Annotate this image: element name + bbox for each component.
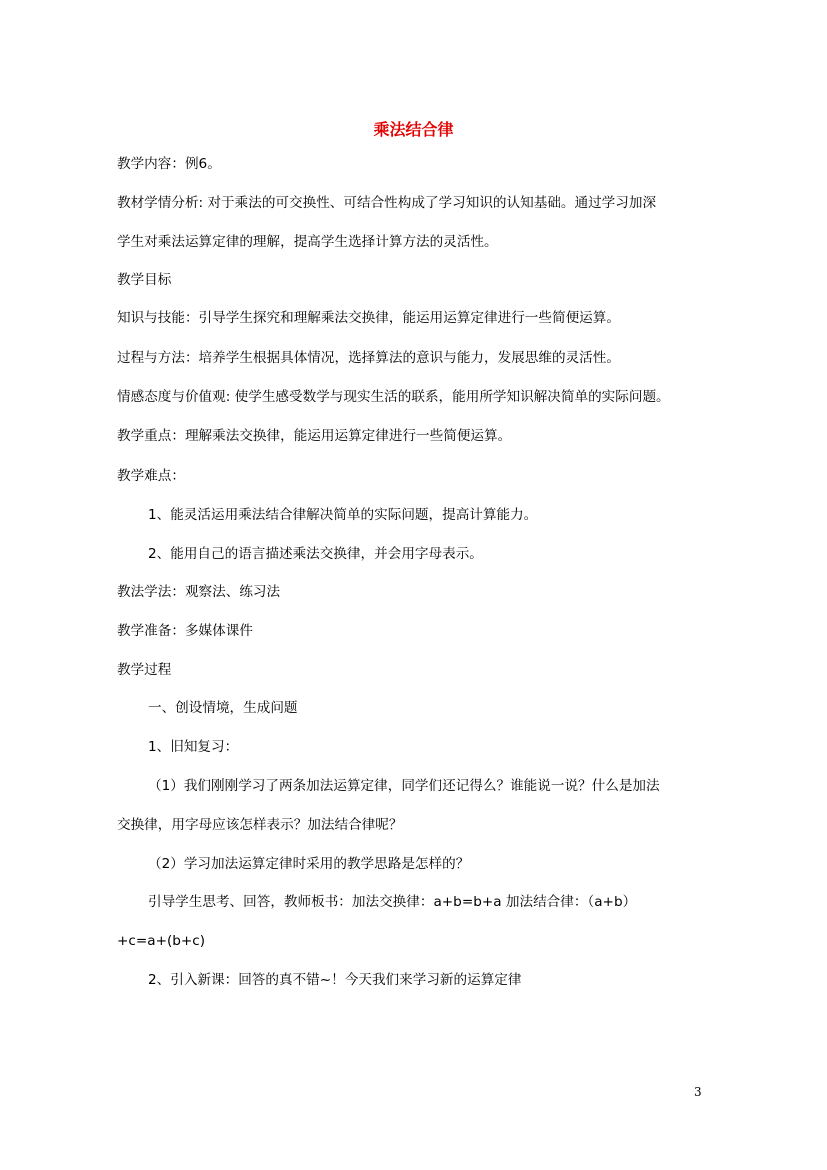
teaching-content-line: 教学内容：例6。 bbox=[117, 156, 221, 172]
guidance-line-2: +c=a+(b+c) bbox=[117, 933, 206, 949]
review-question-1-line-1: （1）我们刚刚学习了两条加法运算定律，同学们还记得么？谁能说一说？什么是加法 bbox=[148, 778, 660, 794]
teaching-process-heading: 教学过程 bbox=[117, 662, 172, 678]
emotion-values-line: 情感态度与价值观: 使学生感受数学与现实生活的联系，能用所学知识解决简单的实际问题。 bbox=[117, 389, 670, 405]
process-method-line: 过程与方法：培养学生根据具体情况，选择算法的意识与能力，发展思维的灵活性。 bbox=[117, 350, 620, 366]
knowledge-skills-line: 知识与技能：引导学生探究和理解乘法交换律，能运用运算定律进行一些简便运算。 bbox=[117, 310, 620, 326]
teaching-difficulty-heading: 教学难点： bbox=[117, 468, 185, 484]
teaching-preparation-line: 教学准备：多媒体课件 bbox=[117, 623, 253, 639]
document-title: 乘法结合律 bbox=[373, 120, 454, 139]
new-lesson-intro: 2、引入新课：回答的真不错~！今天我们来学习新的运算定律 bbox=[148, 972, 522, 988]
review-question-1-line-2: 交换律，用字母应该怎样表示？加法结合律呢？ bbox=[117, 817, 403, 833]
material-analysis-line-2: 学生对乘法运算定律的理解，提高学生选择计算方法的灵活性。 bbox=[117, 234, 498, 250]
section-one-heading: 一、创设情境，生成问题 bbox=[148, 700, 298, 716]
review-heading: 1、旧知复习： bbox=[148, 739, 239, 755]
review-question-2: （2）学习加法运算定律时采用的教学思路是怎样的？ bbox=[148, 856, 470, 872]
difficulty-item-2: 2、能用自己的语言描述乘法交换律，并会用字母表示。 bbox=[148, 546, 483, 562]
teaching-goals-heading: 教学目标 bbox=[117, 272, 172, 288]
material-analysis-line-1: 教材学情分析: 对于乘法的可交换性、可结合性构成了学习知识的认知基础。通过学习加深 bbox=[117, 195, 657, 211]
guidance-line-1: 引导学生思考、回答，教师板书：加法交换律：a+b=b+a 加法结合律：（a+b） bbox=[148, 894, 637, 910]
teaching-focus-line: 教学重点：理解乘法交换律，能运用运算定律进行一些简便运算。 bbox=[117, 428, 512, 444]
difficulty-item-1: 1、能灵活运用乘法结合律解决简单的实际问题，提高计算能力。 bbox=[148, 507, 538, 523]
page-number: 3 bbox=[694, 1085, 702, 1099]
teaching-methods-line: 教法学法：观察法、练习法 bbox=[117, 584, 281, 600]
